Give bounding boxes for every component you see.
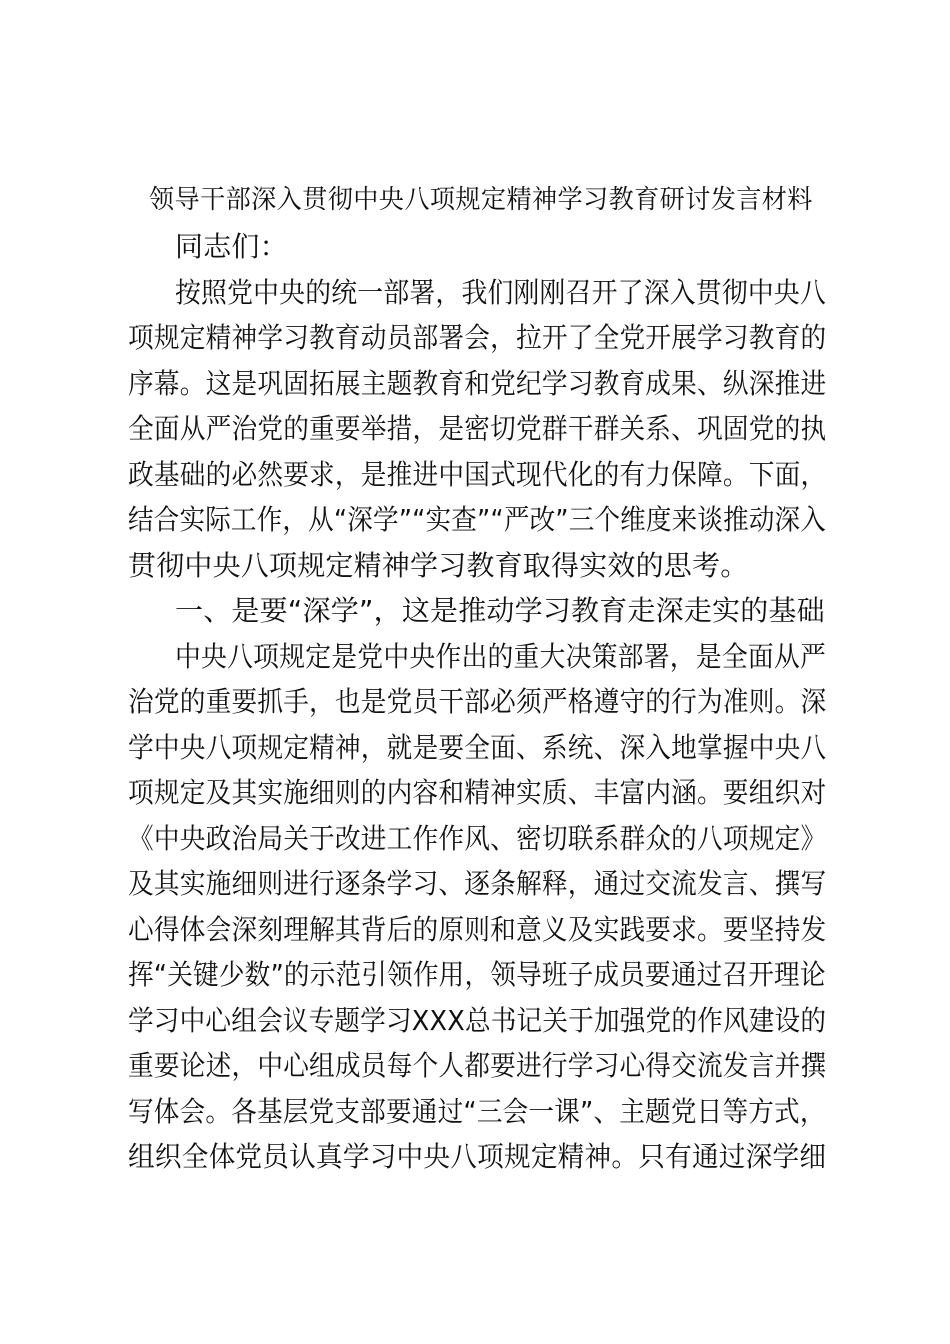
paragraph-line: 项规定及其实施细则的内容和精神实质、丰富内涵。要组织对 xyxy=(128,776,827,809)
paragraph-line: 学中央八项规定精神，就是要全面、系统、深入地掌握中央八 xyxy=(128,731,827,764)
paragraph-line: 政基础的必然要求，是推进中国式现代化的有力保障。下面， xyxy=(128,458,827,491)
paragraph-line: 按照党中央的统一部署，我们刚刚召开了深入贯彻中央八 xyxy=(175,276,827,309)
paragraph-line: 序幕。这是巩固拓展主题教育和党纪学习教育成果、纵深推进 xyxy=(128,367,827,400)
paragraph-line: 全面从严治党的重要举措，是密切党群干群关系、巩固党的执 xyxy=(128,412,827,445)
document-title: 领导干部深入贯彻中央八项规定精神学习教育研讨发言材料 xyxy=(149,185,813,215)
paragraph-line: 项规定精神学习教育动员部署会，拉开了全党开展学习教育的 xyxy=(128,321,827,354)
paragraph-line: 治党的重要抓手，也是党员干部必须严格遵守的行为准则。深 xyxy=(128,685,827,718)
paragraph-line: 心得体会深刻理解其背后的原则和意义及实践要求。要坚持发 xyxy=(128,913,827,946)
paragraph-line: 中央八项规定是党中央作出的重大决策部署，是全面从严 xyxy=(175,640,827,673)
salutation: 同志们： xyxy=(175,230,288,263)
paragraph-line: 《中央政治局关于改进工作作风、密切联系群众的八项规定》 xyxy=(128,822,827,855)
section-heading: 一、是要“深学”，这是推动学习教育走深走实的基础 xyxy=(175,594,825,627)
paragraph-line: 贯彻中央八项规定精神学习教育取得实效的思考。 xyxy=(128,549,749,582)
paragraph-line: 组织全体党员认真学习中央八项规定精神。只有通过深学细 xyxy=(128,1140,827,1173)
paragraph-line: 及其实施细则进行逐条学习、逐条解释，通过交流发言、撰写 xyxy=(128,867,827,900)
paragraph-line: 写体会。各基层党支部要通过“三会一课”、主题党日等方式， xyxy=(128,1095,826,1128)
paragraph-line: 重要论述，中心组成员每个人都要进行学习心得交流发言并撰 xyxy=(128,1049,827,1082)
paragraph-line: 结合实际工作，从“深学”“实查”“严改”三个维度来谈推动深入 xyxy=(128,503,827,536)
paragraph-line: 挥“关键少数”的示范引领作用，领导班子成员要通过召开理论 xyxy=(128,958,826,991)
paragraph-line: 学习中心组会议专题学习XXX总书记关于加强党的作风建设的 xyxy=(128,1004,827,1037)
